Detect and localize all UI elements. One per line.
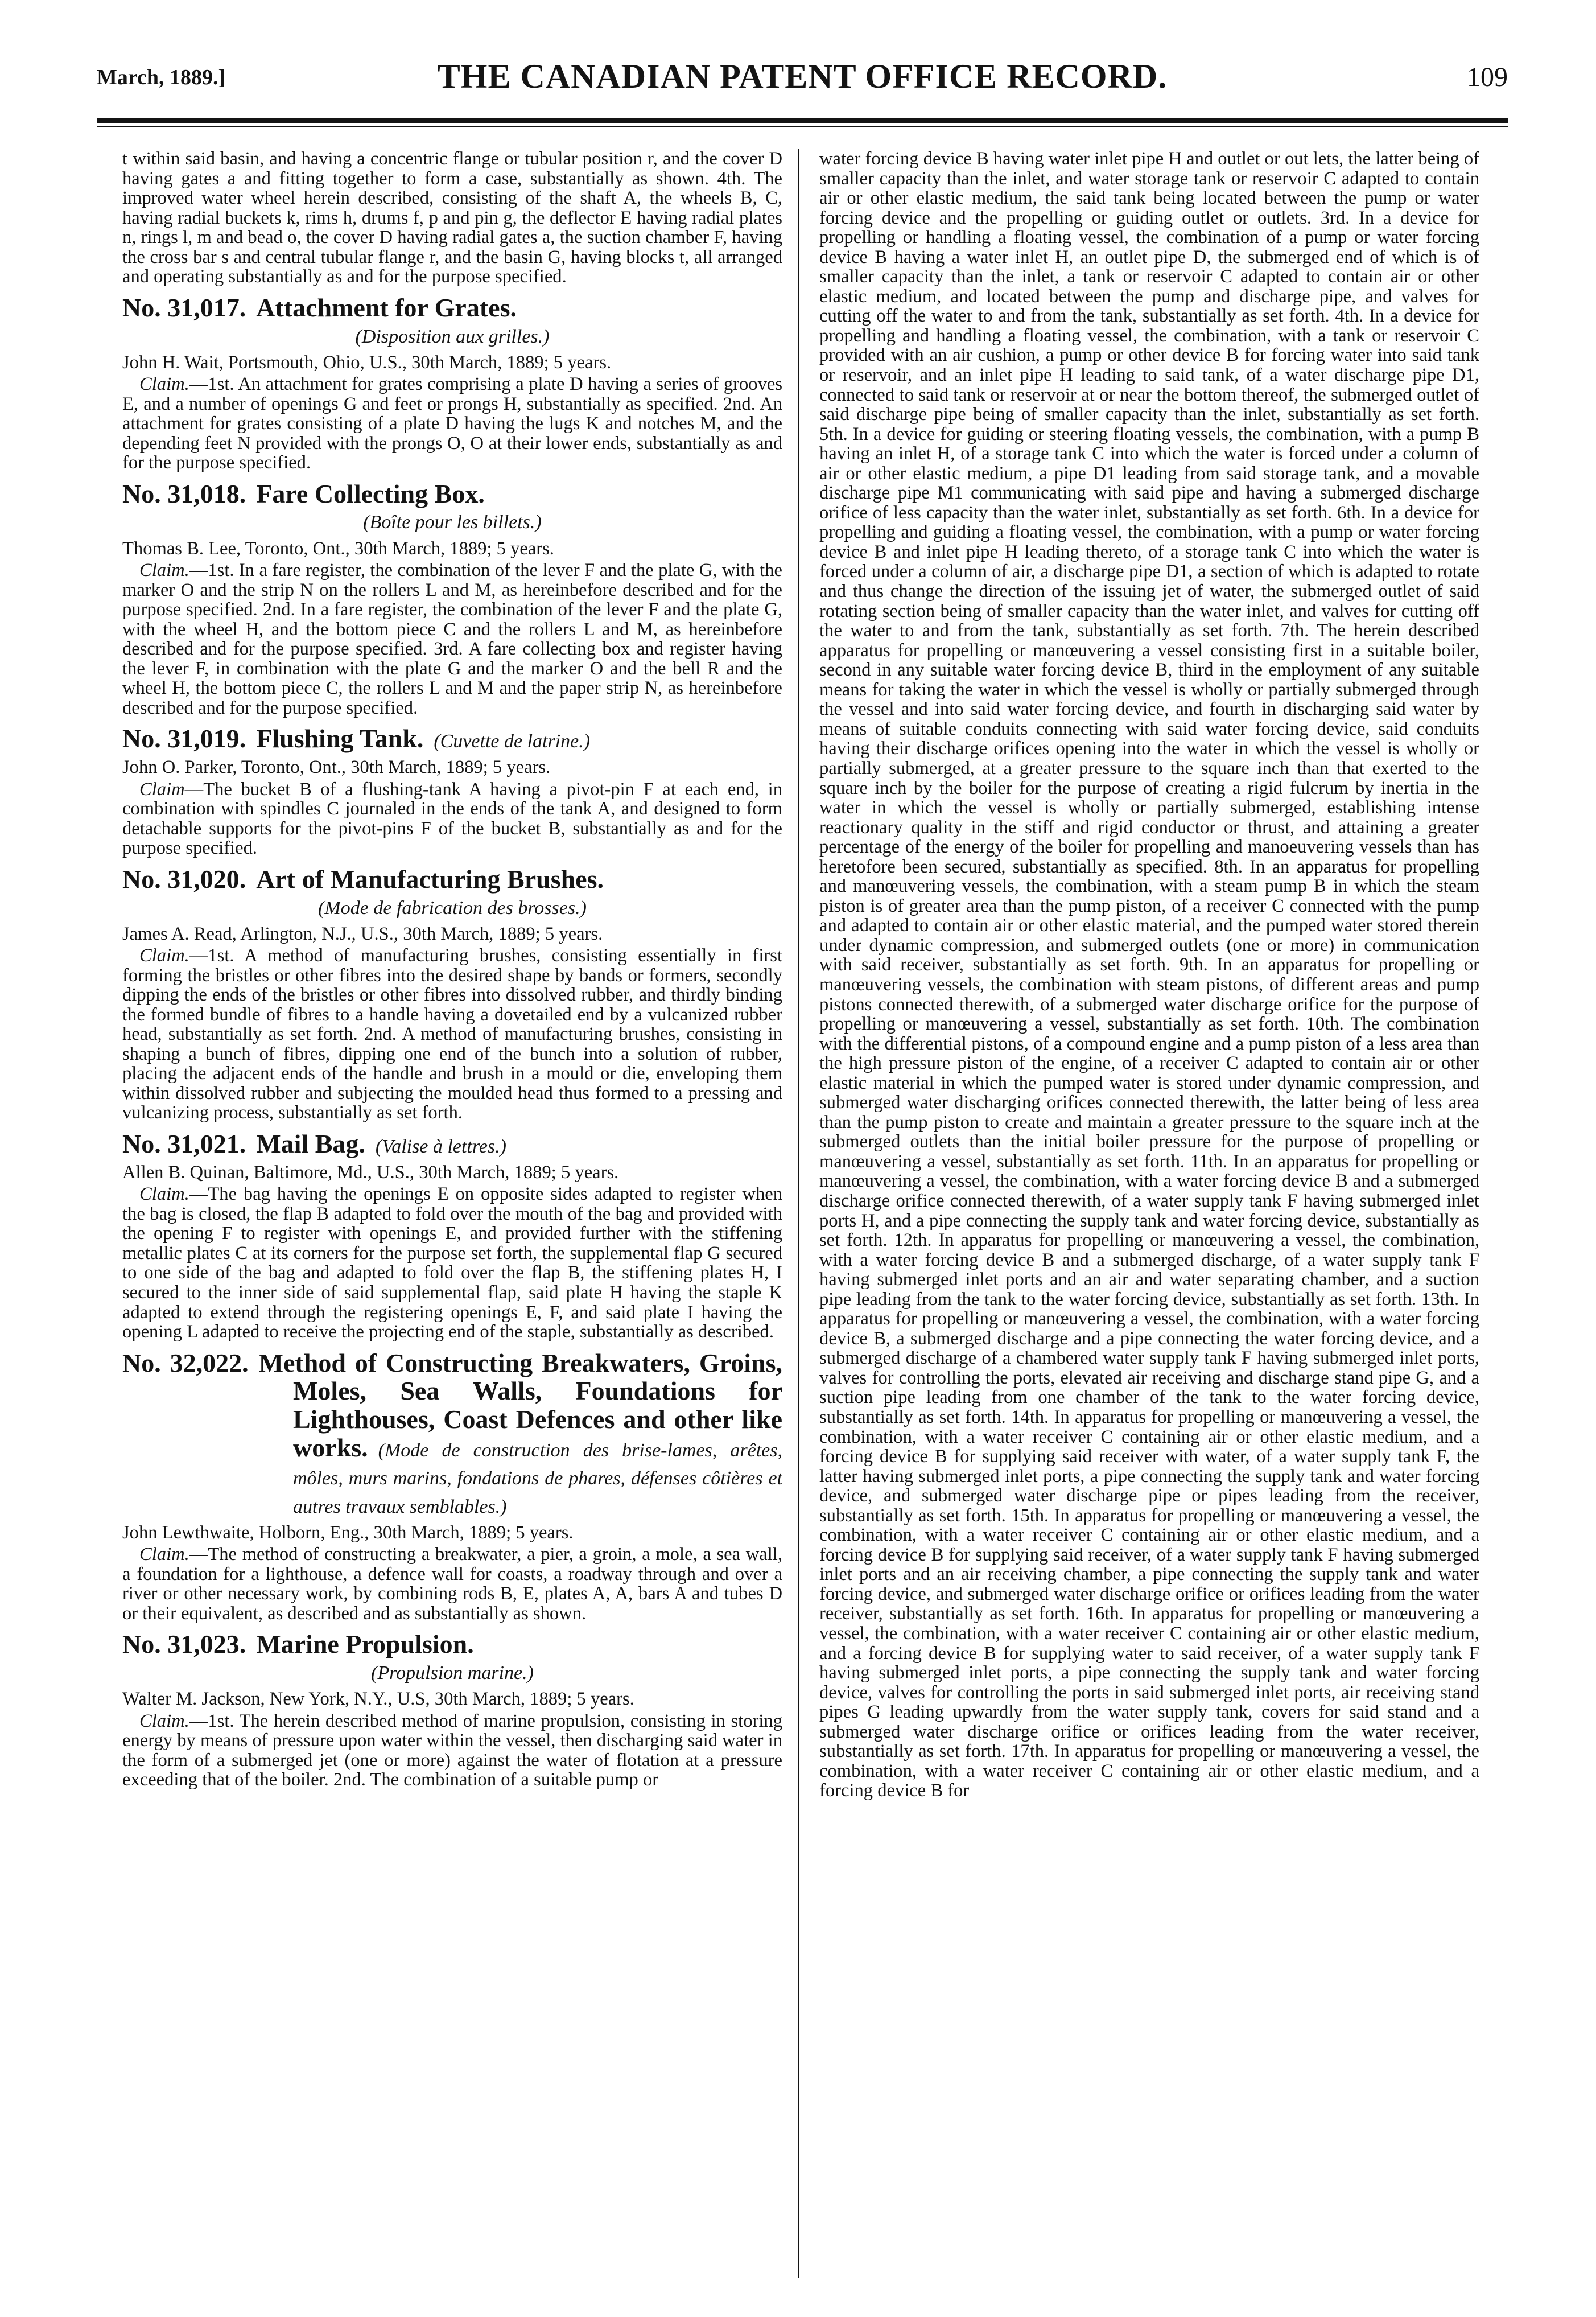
patent-heading — [122, 1630, 782, 1658]
claim-text — [122, 1545, 782, 1623]
inventor-line: John O. Parker, Toronto, Ont., 30th March, 1889; 5 years. — [122, 757, 551, 778]
patent-title: Marine Propulsion. — [256, 1629, 474, 1659]
patent-number: No. 31,017. — [122, 293, 246, 322]
patent-entry-31018 — [122, 480, 782, 718]
patent-heading — [122, 865, 782, 894]
patent-entry-32022 — [122, 1349, 782, 1624]
patent-heading — [122, 294, 782, 322]
claim-body: —1st. In a fare register, the combination of the lever F and the plate G, with the marker O and the strip N on the rollers L and M, as hereinbefore described and for the purpose specified. 2nd. In a fare register, the combination of the lever F and the plate G, with the wheel H, and the bottom piece C and the rollers L and M, as hereinbefore described and for the purpose specified. 3rd. A fare collecting box and register having the lever F, in combination with the plate G and the marker O and the bell R and the wheel H, the bottom piece C, the rollers L and M and the paper strip N, as hereinbefore described and for the purpose specified. — [122, 560, 782, 718]
french-title: (Boîte pour les billets.) — [363, 512, 542, 533]
header-rule-thick — [97, 118, 1508, 123]
claim-label: Claim — [139, 779, 185, 800]
page-number: 109 — [1467, 62, 1508, 92]
left-column — [122, 149, 782, 2289]
french-title: (Disposition aux grilles.) — [355, 326, 550, 347]
patent-title: Method of Constructing Breakwaters, Groins, Moles, Sea Walls, Foundations for Lighthouses, Coast Defences and other like works. — [258, 1348, 782, 1462]
claim-text — [122, 780, 782, 858]
claim-label: Claim. — [139, 560, 189, 581]
french-title: (Mode de fabrication des brosses.) — [318, 897, 587, 919]
right-column — [819, 149, 1479, 2289]
patent-number: No. 31,019. — [122, 724, 246, 754]
continued-claim-text: water forcing device B having water inlet pipe H and outlet or out lets, the latter being of smaller capacity than the inlet, and water storage tank or reservoir C adapted to contain air or other elastic medium, the said tank being located between the pump or water forcing device and the propelling or guiding outlet or outlets. 3rd. In a device for propelling or handling a floating vessel, the combination of a pump or water forcing device B having a water inlet H, an outlet pipe D, the submerged end of which is of smaller capacity than the inlet, a tank or reservoir C adapted to contain air or other elastic medium, and located between the pump and discharge pipe, and valves for cutting off the water to and from the tank, substantially as set forth. 4th. In a device for propelling and handling a floating vessel, the combination, with a tank or reservoir C provided with an air cushion, a pump or other device B for forcing water into said tank or reservoir, and an inlet pipe H leading to said tank, of a water discharge pipe D1, connected to said tank or reservoir at or near the bottom thereof, the submerged outlet of said discharge pipe being of smaller capacity than the inlet, substantially as set forth. 5th. In a device for guiding or steering floating vessels, the combination, with a pump B having an inlet H, of a storage tank C into which the water is forced under a column of air or other elastic medium, a pipe D1 leading from said storage tank, and a movable discharge pipe M1 communicating with said pipe and having a submerged discharge orifice of less capacity than the water inlet, substantially as set forth. 6th. In a device for propelling and guiding a floating vessel, the combination, with a pump or water forcing device B and inlet pipe H leading thereto, of a storage tank C into which the water is forced under a column of air, a discharge pipe D1, a section of which is adapted to rotate and thus change the direction of the issuing jet of water, the submerged outlet of said rotating section being of smaller capacity than the water inlet, and valves for cutting off the water to and from the tank, substantially as set forth. 7th. The herein described apparatus for propelling or manœuvering a vessel consisting first in a suitable boiler, second in any suitable water forcing device B, third in the employment of any suitable means for taking the water in which the vessel is wholly or partially submerged through the vessel and into said water forcing device, and fourth in discharging said water by means of suitable conduits connecting with said water forcing device, said conduits having their discharge orifices opening into the water in which the vessel is wholly or partially submerged, at a greater pressure to the square inch than that exerted to the square inch by the boiler for the purpose of creating a rigid fulcrum by inertia in the water in which the vessel is wholly or partially submerged, establishing intense reactionary quality in the stiff and rigid conductor or thrust, and attaining a greater percentage of the energy of the boiler for propelling and manoeuvering vessels than has heretofore been secured, substantially as specified. 8th. In an apparatus for propelling and manœuvering vessels, the combination, with a steam pump B in which the steam piston is of greater area than the pump piston, of a receiver C connected with the pump and adapted to contain air or other elastic material, and the pumped water stored therein under dynamic compression, and submerged outlets (one or more) in communication with said receiver, substantially as set forth. 9th. In an apparatus for propelling or manœuvering vessels, the combination with steam pistons, of different areas and pump pistons connected therewith, of a submerged water discharge orifice for the purpose of propelling or manœuvering a vessel, substantially as set forth. 10th. The combination with the differential pistons, of a compound engine and a pump piston of a less area than the high pressure piston of the engine, of a receiver C adapted to contain air or other elastic material in which the pumped water is stored under dynamic compression, and submerged water discharging orifices connected therewith, the latter being of less area than the pump piston to create and maintain a greater pressure to the square inch at the submerged outlets than the initial boiler pressure for the purpose of propelling or manœuvering a vessel, substantially as set forth. 11th. In an apparatus for propelling or manœuvering a vessel, the combination, with a water forcing device B and a submerged discharge orifice connected therewith, of a water supply tank F having submerged inlet ports H, and a pipe connecting the supply tank and water forcing device, substantially as set forth. 12th. In apparatus for propelling or manœuvering a vessel, the combination, with a water forcing device B and a submerged discharge, of a water supply tank F having submerged inlet ports and an air and water separating chamber, and a suction pipe leading from the tank to the water forcing device, substantially as set forth. 13th. In apparatus for propelling or manœuvering a vessel, the combination, with a water forcing device B, a submerged discharge and a pipe connecting the water forcing device, and a submerged discharge of a chambered water supply tank F having submerged inlet ports, valves for controlling the ports, elevated air receiving and discharge stand pipe G, and a suction pipe leading from one chamber of the tank to the water forcing device, substantially as set forth. 14th. In apparatus for propelling or manœuvering a vessel, the combination, with a water receiver C containing air or other elastic medium, and a forcing device B for supplying said receiver with water, of a water supply tank F, the latter having submerged inlet ports, a pipe connecting the supply tank and water forcing device, and submerged water discharge pipe or pipes leading from the receiver, substantially as set forth. 15th. In apparatus for propelling or manœuvering a vessel, the combination, with a water receiver C containing air or other elastic medium, and a forcing device B for supplying said receiver, of a water supply tank F having submerged inlet ports and an air receiving chamber, a pipe connecting the supply tank and water forcing device, and submerged water discharge orifice or orifices leading from the water receiver, substantially as set forth. 16th. In apparatus for propelling or manœuvering a vessel, the combination, with a water receiver C containing air or other elastic medium, and a forcing device B for supplying water to said receiver, of a water supply tank F having submerged inlet ports, a pipe connecting the supply tank and water forcing device, valves for controlling the ports in said submerged inlet ports, air receiving stand pipes G leading upwardly from the water supply tank, covers for said stand and a submerged water discharge orifice or orifices leading from the water receiver, substantially as set forth. 17th. In apparatus for propelling or manœuvering a vessel, the combination, with a water receiver C containing air or other elastic medium, and a forcing device B for — [819, 149, 1479, 1801]
patent-heading — [122, 1130, 782, 1158]
claim-text — [122, 946, 782, 1123]
patent-entry-31019 — [122, 725, 782, 858]
patent-number: No. 32,022. — [122, 1348, 249, 1377]
claim-body: —The bucket B of a flushing-tank A having a pivot-pin F at each end, in combination with spindles C journaled in the ends of the tank A, and designed to form detachable supports for the pivot-pins F of the bucket B, substantially as and for the purpose specified. — [122, 779, 782, 859]
inventor-line: James A. Read, Arlington, N.J., U.S., 30th March, 1889; 5 years. — [122, 923, 603, 944]
claim-label: Claim. — [139, 945, 189, 966]
claim-text — [122, 1184, 782, 1341]
french-title: (Cuvette de latrine.) — [434, 731, 591, 752]
page-header — [97, 57, 1508, 108]
patent-title: Flushing Tank. — [256, 724, 424, 754]
patent-heading — [122, 1349, 782, 1518]
patent-title: Art of Manufacturing Brushes. — [256, 864, 604, 894]
claim-text — [122, 1711, 782, 1790]
claim-body: —The method of constructing a breakwater, a pier, a groin, a mole, a sea wall, a foundation for a lighthouse, a defence wall for coasts, a roadway through and over a river or other necessary work, by combining rods B, E, plates A, A, bars A and tubes D or their equivalent, as described and as substantially as shown. — [122, 1544, 782, 1624]
claim-text — [122, 561, 782, 718]
patent-title: Attachment for Grates. — [256, 293, 517, 322]
inventor-line: John Lewthwaite, Holborn, Eng., 30th March, 1889; 5 years. — [122, 1522, 574, 1543]
patent-entry-31020 — [122, 865, 782, 1123]
claim-label: Claim. — [139, 1184, 189, 1205]
claim-body: —1st. A method of manufacturing brushes, consisting essentially in first forming the bristles or other fibres into the desired shape by bands or formers, secondly dipping the ends of the bristles or other fibres into dissolved rubber, and thirdly binding the formed bundle of fibres to a handle having a dovetailed end by a vulcanized rubber head, substantially as set forth. 2nd. A method of manufacturing brushes, consisting in shaping a bunch of fibres, dipping one end of the bunch into a solution of rubber, placing the adjacent ends of the handle and brush in a mould or die, enveloping them within dissolved rubber and subjecting the moulded head thus formed to a pressing and vulcanizing process, substantially as set forth. — [122, 945, 782, 1123]
claim-label: Claim. — [139, 1710, 189, 1731]
inventor-line: Walter M. Jackson, New York, N.Y., U.S, 30th March, 1889; 5 years. — [122, 1689, 634, 1710]
patent-title: Mail Bag. — [256, 1129, 365, 1159]
patent-entry-31021 — [122, 1130, 782, 1342]
patent-number: No. 31,020. — [122, 864, 246, 894]
french-title: (Valise à lettres.) — [375, 1136, 506, 1158]
claim-body: —1st. An attachment for grates comprising a plate D having a series of grooves E, and a number of openings G and feet or prongs H, substantially as specified. 2nd. An attachment for grates consisting of a plate D having the lugs K and notches M, and the depending feet N provided with the prongs O, O at their lower ends, substantially as and for the purpose specified. — [122, 374, 782, 474]
header-rule-thin — [97, 126, 1508, 127]
patent-title: Fare Collecting Box. — [256, 479, 485, 508]
french-title: (Propulsion marine.) — [371, 1662, 534, 1684]
inventor-line: Allen B. Quinan, Baltimore, Md., U.S., 30th March, 1889; 5 years. — [122, 1162, 619, 1183]
patent-entry-31023 — [122, 1630, 782, 1789]
continuation-text: t within said basin, and having a concentric flange or tubular position r, and the cover D having gates a and fitting together to form a case, substantially as shown. 4th. The improved water wheel herein described, consisting of the shaft A, the wheels B, C, having radial buckets k, rims h, drums f, p and pin g, the deflector E having radial plates n, rings l, m and bead o, the cover D having radial gates a, the suction chamber F, having the cross bar s and central tubular flange r, and the basin G, having blocks t, all arranged and operating substantially as and for the purpose specified. — [122, 149, 782, 287]
publication-title: THE CANADIAN PATENT OFFICE RECORD. — [437, 57, 1168, 95]
issue-date: March, 1889.] — [97, 65, 226, 89]
patent-heading — [122, 725, 782, 753]
inventor-line: John H. Wait, Portsmouth, Ohio, U.S., 30th March, 1889; 5 years. — [122, 352, 612, 373]
inventor-line: Thomas B. Lee, Toronto, Ont., 30th March, 1889; 5 years. — [122, 538, 554, 559]
patent-number: No. 31,018. — [122, 479, 246, 508]
claim-body: —1st. The herein described method of marine propulsion, consisting in storing energy by means of pressure upon water within the vessel, then discharging said water in the form of a submerged jet (one or more) against the water of flotation at a pressure exceeding that of the boiler. 2nd. The combination of a suitable pump or — [122, 1710, 782, 1791]
claim-label: Claim. — [139, 1544, 189, 1565]
patent-number: No. 31,021. — [122, 1129, 246, 1159]
column-divider — [798, 149, 799, 2278]
claim-text — [122, 374, 782, 473]
french-title: (Mode de construction des brise-lames, arêtes, môles, murs marins, fondations de phares, défenses côtières et autres travaux semblables.) — [293, 1439, 782, 1517]
claim-body: —The bag having the openings E on opposite sides adapted to register when the bag is closed, the flap B adapted to fold over the mouth of the bag and provided with the opening F to register with openings E, and provided further with the stiffening metallic plates C at its corners for the purpose set forth, the supplemental flap G secured to one side of the bag and adapted to fold over the flap B, the stiffening plates H, I secured to the inner side of said supplemental flap, said plate H having the staple K adapted to extend through the registering openings E, F, and said plate I having the opening L adapted to receive the projecting end of the staple, substantially as described. — [122, 1184, 782, 1343]
patent-entry-31017 — [122, 294, 782, 473]
patent-heading — [122, 480, 782, 508]
claim-label: Claim. — [139, 374, 189, 395]
patent-number: No. 31,023. — [122, 1629, 246, 1659]
